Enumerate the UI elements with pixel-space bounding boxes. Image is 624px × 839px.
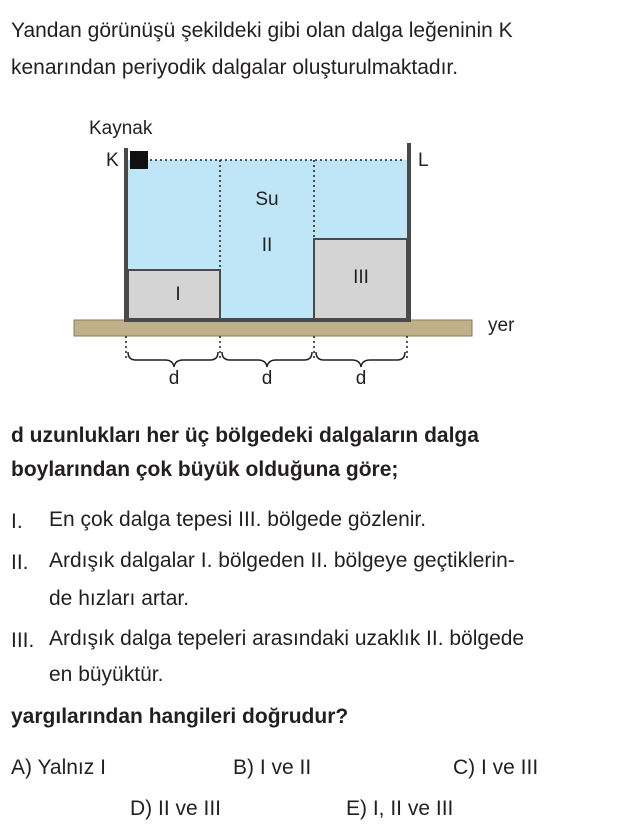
- region-label-3: III: [353, 267, 369, 288]
- block-region-1: [128, 270, 220, 320]
- water-label: Su: [255, 189, 279, 210]
- ground: [74, 320, 472, 336]
- statement-text: Ardışık dalga tepeleri arasındaki uzaklık II. bölgede: [49, 627, 525, 650]
- option-d[interactable]: D) II ve III: [130, 797, 222, 820]
- option-c[interactable]: C) I ve III: [453, 756, 539, 779]
- region-label-2: II: [261, 235, 273, 256]
- statement-number: III.: [11, 629, 35, 652]
- region-label-1: I: [175, 284, 181, 305]
- d-label-3: d: [355, 368, 367, 389]
- d-label-1: d: [168, 368, 180, 389]
- brace-3: [316, 352, 405, 367]
- intro-line-1: Yandan görünüşü şekildeki gibi olan dalga leğeninin K: [11, 19, 513, 42]
- edge-label-l: L: [418, 150, 429, 171]
- ground-label: yer: [488, 315, 515, 336]
- statement-number: I.: [11, 510, 23, 533]
- source-block: [130, 151, 148, 169]
- option-e[interactable]: E) I, II ve III: [346, 797, 454, 820]
- edge-label-k: K: [106, 150, 119, 171]
- statement-number: II.: [11, 551, 29, 574]
- source-label: Kaynak: [89, 118, 153, 139]
- condition-line-1: d uzunlukları her üç bölgedeki dalgaların dalga: [11, 424, 479, 447]
- question-text: yargılarından hangileri doğrudur?: [11, 705, 349, 728]
- intro-line-2: kenarından periyodik dalgalar oluşturulmaktadır.: [11, 56, 459, 79]
- d-label-2: d: [261, 368, 273, 389]
- statement-text: de hızları artar.: [49, 587, 190, 610]
- condition-line-2: boylarından çok büyük olduğuna göre;: [11, 458, 399, 481]
- brace-2: [222, 352, 312, 367]
- statement-text: En çok dalga tepesi III. bölgede gözlenir.: [49, 508, 427, 531]
- option-a[interactable]: A) Yalnız I: [11, 756, 106, 779]
- brace-1: [128, 352, 218, 367]
- wave-tank-figure: [0, 0, 624, 400]
- statement-text: en büyüktür.: [49, 663, 164, 686]
- statement-text: Ardışık dalgalar I. bölgeden II. bölgeye geçtiklerin-: [49, 549, 515, 572]
- option-b[interactable]: B) I ve II: [233, 756, 312, 779]
